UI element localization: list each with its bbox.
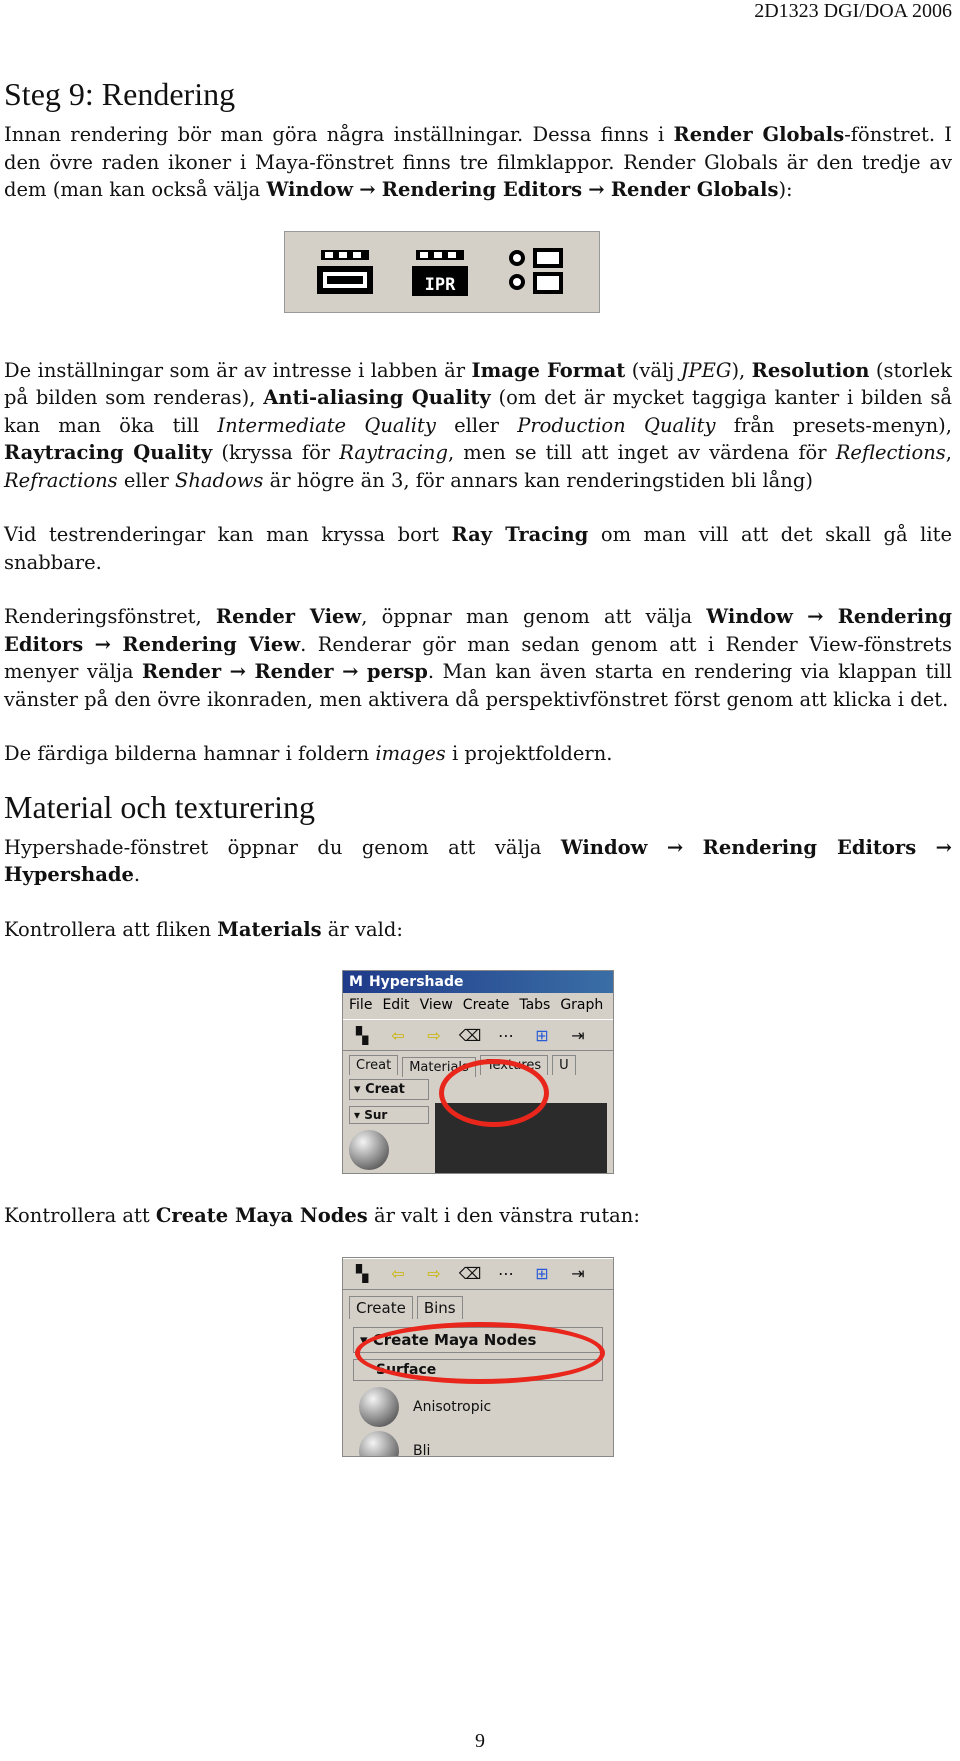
network-icon[interactable]: ⊞ [535,1025,549,1045]
blinn-sphere-icon [359,1431,399,1457]
clapper-icon-strip [284,231,600,313]
page-content [4,76,952,1501]
graph-icon[interactable]: ⋯ [498,1264,514,1283]
tab-utilities[interactable]: U [552,1055,576,1075]
import-icon[interactable]: ⇥ [571,1025,585,1045]
hypershade-screenshot [342,970,614,1174]
highlight-circle [439,1059,549,1127]
checker-icon[interactable]: ▚ [355,1025,369,1045]
highlight-circle [355,1322,605,1384]
tab-bins[interactable]: Bins [417,1296,463,1319]
create-nodes-screenshot-figure [4,1257,952,1457]
arrow-icon: → [94,632,111,656]
paragraph-images-folder: De färdiga bilderna hamnar i foldern images i projektfoldern. [4,742,613,765]
arrow-icon: → [229,660,246,683]
paragraph-materials-tab: Kontrollera att fliken Materials är vald: [4,917,403,941]
arrow-icon: → [342,660,359,683]
arrow-right-icon[interactable]: ⇨ [427,1025,441,1045]
material-sphere-icon[interactable] [349,1130,389,1170]
tab-materials[interactable]: Materials [402,1057,476,1077]
paragraph-test-rendering: Vid testrenderingar kan man kryssa bort Ray Tracing om man vill att det skall gå lite snabbare. [4,523,952,574]
menu-tabs[interactable]: Tabs [519,997,551,1013]
menu-graph[interactable]: Graph [560,997,604,1013]
arrow-icon: → [588,178,605,201]
paragraph-hypershade: Hypershade-fönstret öppnar du genom att välja Window → Rendering Editors → Hypershade. [4,835,952,886]
ipr-render-icon [408,244,476,300]
arrow-icon: → [807,605,824,628]
create-dropdown[interactable]: ▾ Creat [349,1079,429,1100]
course-header: 2D1323 DGI/DOA 2006 [754,0,952,22]
tab-create[interactable]: Creat [349,1055,398,1075]
render-icon [313,244,381,300]
paragraph-render-view: Renderingsfönstret, Render View, öppnar man genom att välja Window → Rendering Editors → Rendering View. Renderar gör man sedan genom att i Render View-fönstrets menyer välja Render → Render → persp. Man kan även starta en rendering via klappan till vänster på den övre ikonraden, men aktivera då perspektivfönstret först genom att klicka i det. [4,605,953,711]
arrow-left-icon[interactable]: ⇦ [391,1025,405,1045]
menu-view[interactable]: View [419,997,453,1013]
network-icon[interactable]: ⊞ [535,1264,549,1283]
menu-create[interactable]: Create [462,997,510,1013]
paragraph-settings: De inställningar som är av intresse i labben är Image Format (välj JPEG), Resolution (storlek på bilden som renderas), Anti-aliasing Quality (om det är mycket taggiga kanter i bilden så kan man öka till Intermediate Quality eller Production Quality från presets-menyn), Raytracing Quality (kryssa för Raytracing, men se till att inget av värdena för Reflections, Refractions eller Shadows är högre än 3, för annars kan renderingstiden bli lång) [4,358,952,492]
arrow-icon: → [666,835,684,859]
checker-icon[interactable]: ▚ [355,1264,369,1283]
surface-section[interactable]: Surface [353,1359,603,1381]
create-panel [349,1079,429,1174]
arrow-icon: → [359,178,376,201]
hypershade-title-bar: M Hypershade [343,971,613,993]
graph-icon[interactable]: ⋯ [498,1025,514,1045]
node-item-blinn[interactable]: Bli [359,1431,613,1457]
menu-file[interactable]: File [349,997,373,1013]
section-title-material: Material och texturering [4,788,315,825]
clapper-icons-figure [144,231,952,313]
import-icon[interactable]: ⇥ [571,1264,585,1283]
anisotropic-sphere-icon [359,1387,399,1427]
nodes-toolbar [343,1258,613,1290]
arrow-icon: → [935,835,952,859]
arrow-left-icon[interactable]: ⇦ [391,1264,405,1283]
hypershade-toolbar [343,1019,613,1051]
create-maya-nodes-dropdown[interactable]: ▾ Create Maya Nodes [353,1327,603,1353]
surface-section[interactable]: ▾ Sur [349,1106,429,1124]
node-item-anisotropic[interactable]: Anisotropic [359,1387,613,1427]
menu-edit[interactable]: Edit [382,997,410,1013]
paragraph-render-globals: Innan rendering bör man göra några inställningar. Dessa finns i Render Globals-fönstret. I den övre raden ikoner i Maya-fönstret finns tre filmklappor. Render Globals är den tredje av dem (man kan också välja Window → Rendering Editors → Render Globals): [4,123,953,201]
ipr-label: IPR [424,274,456,295]
section-title-rendering: Steg 9: Rendering [4,76,236,112]
tab-textures[interactable]: Textures [480,1055,548,1075]
page-number: 9 [475,1730,485,1752]
nodes-tab-row [343,1290,613,1319]
hypershade-menu-bar [343,993,613,1019]
hypershade-screenshot-figure [4,970,952,1174]
eraser-icon[interactable]: ⌫ [458,1025,482,1045]
maya-logo-icon: M [349,974,363,990]
tab-create[interactable]: Create [349,1296,413,1319]
eraser-icon[interactable]: ⌫ [458,1264,482,1283]
create-nodes-screenshot [342,1257,614,1457]
arrow-right-icon[interactable]: ⇨ [427,1264,441,1283]
paragraph-create-maya-nodes: Kontrollera att Create Maya Nodes är valt i den vänstra rutan: [4,1204,640,1227]
render-globals-icon [503,244,571,300]
